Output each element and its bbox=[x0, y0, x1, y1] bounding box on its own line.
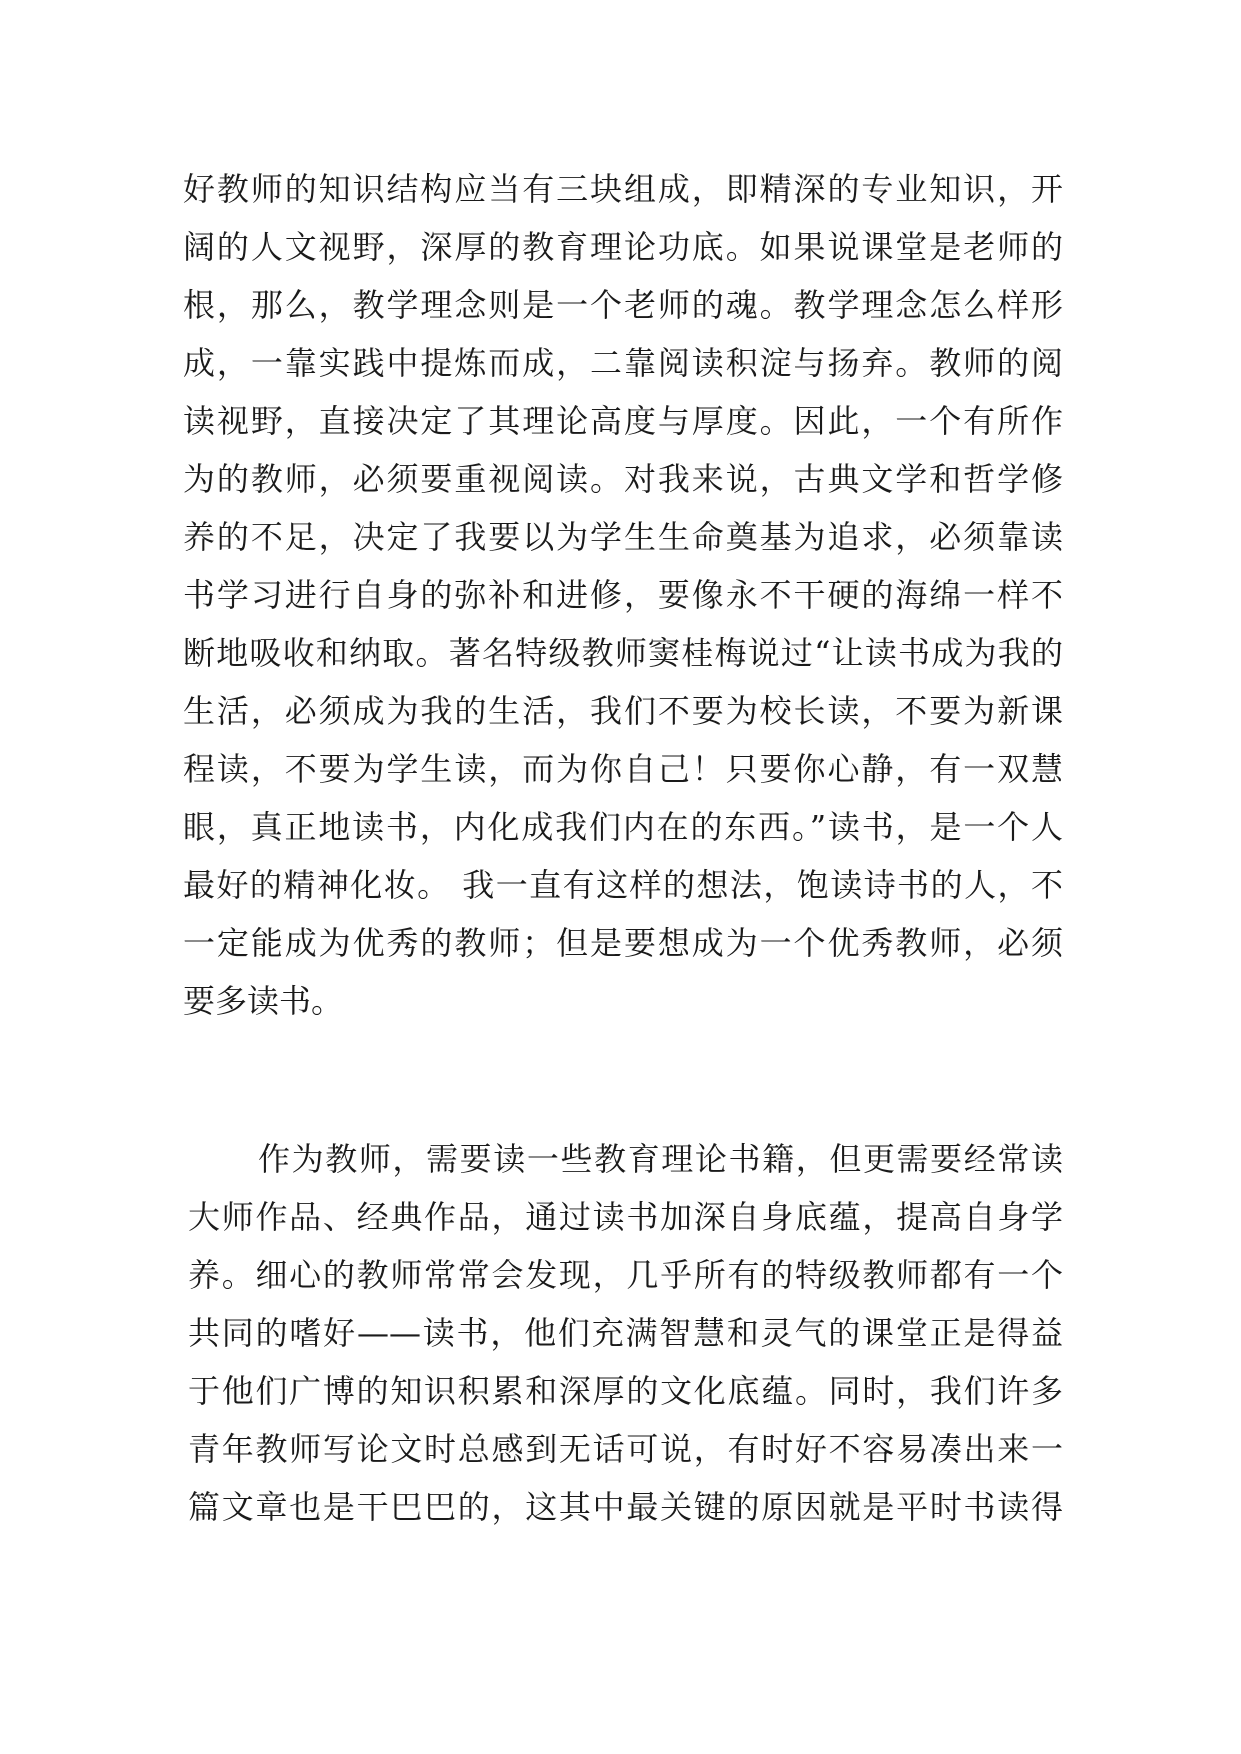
text-line: 于他们广博的知识积累和深厚的文化底蕴。同时，我们许多 bbox=[188, 1372, 1063, 1410]
text-line: 成，一靠实践中提炼而成，二靠阅读积淀与扬弃。教师的阅 bbox=[183, 344, 1063, 382]
paragraph-1 bbox=[183, 160, 1063, 1030]
text-line: 一定能成为优秀的教师；但是要想成为一个优秀教师，必须 bbox=[183, 924, 1063, 962]
text-line: 大师作品、经典作品，通过读书加深自身底蕴，提高自身学 bbox=[188, 1198, 1063, 1236]
text-line: 共同的嗜好——读书，他们充满智慧和灵气的课堂正是得益 bbox=[188, 1314, 1063, 1352]
text-line: 生活，必须成为我的生活，我们不要为校长读，不要为新课 bbox=[183, 692, 1063, 730]
text-line: 书学习进行自身的弥补和进修，要像永不干硬的海绵一样不 bbox=[183, 576, 1063, 614]
text-line: 篇文章也是干巴巴的，这其中最关键的原因就是平时书读得 bbox=[188, 1488, 1063, 1526]
text-line: 眼，真正地读书，内化成我们内在的东西。”读书，是一个人 bbox=[183, 808, 1063, 846]
text-line: 好教师的知识结构应当有三块组成，即精深的专业知识，开 bbox=[183, 170, 1063, 208]
text-line: 青年教师写论文时总感到无话可说，有时好不容易凑出来一 bbox=[188, 1430, 1063, 1468]
text-line: 为的教师，必须要重视阅读。对我来说，古典文学和哲学修 bbox=[183, 460, 1063, 498]
text-line: 断地吸收和纳取。著名特级教师窦桂梅说过“让读书成为我的 bbox=[183, 634, 1063, 672]
text-line: 要多读书。 bbox=[183, 982, 344, 1020]
text-line: 根，那么，教学理念则是一个老师的魂。教学理念怎么样形 bbox=[183, 286, 1063, 324]
text-line: 养。细心的教师常常会发现，几乎所有的特级教师都有一个 bbox=[188, 1256, 1063, 1294]
text-line: 作为教师，需要读一些教育理论书籍，但更需要经常读 bbox=[258, 1140, 1063, 1178]
text-line: 养的不足，决定了我要以为学生生命奠基为追求，必须靠读 bbox=[183, 518, 1063, 556]
paragraph-2 bbox=[183, 1130, 1063, 1536]
text-line: 最好的精神化妆。 我一直有这样的想法，饱读诗书的人，不 bbox=[183, 866, 1063, 904]
text-line: 读视野，直接决定了其理论高度与厚度。因此，一个有所作 bbox=[183, 402, 1063, 440]
text-line: 阔的人文视野，深厚的教育理论功底。如果说课堂是老师的 bbox=[183, 228, 1063, 266]
text-line: 程读，不要为学生读，而为你自己！只要你心静，有一双慧 bbox=[183, 750, 1063, 788]
